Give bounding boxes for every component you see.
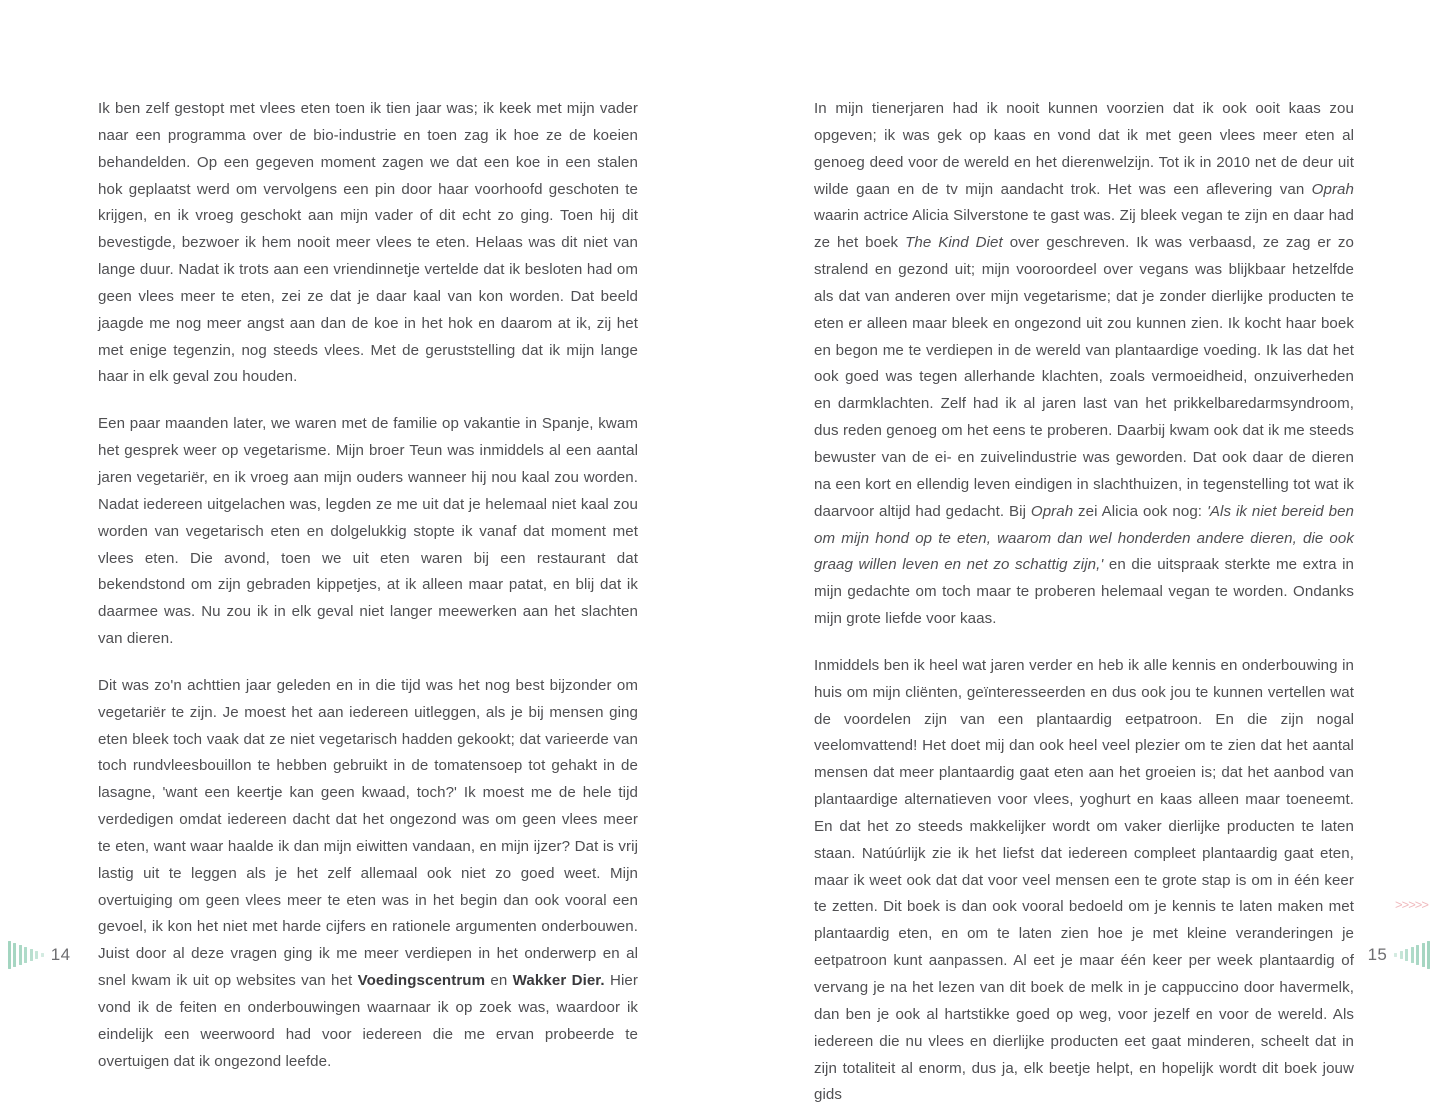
emphasis-italic: The Kind Diet (905, 234, 1003, 252)
page-number: 14 (50, 944, 71, 964)
emphasis-italic: Oprah (1030, 502, 1074, 520)
text-run: en (485, 972, 513, 990)
emphasis-bold: Wakker Dier. (512, 972, 605, 990)
footer-right (1368, 938, 1430, 972)
footer-left (8, 938, 70, 972)
text-run: waarin actrice Alicia Silverstone te gast was. Zij bleek vegan te zijn en daar had ze het boek (814, 207, 1354, 252)
emphasis-bold: Voedingscentrum (357, 972, 486, 990)
text-run: Een paar maanden later, we waren met de familie op vakantie in Spanje, kwam het gesprek weer op vegetarisme. Mijn broer Teun was inmiddels al een aantal jaren vegetariër, en ik vroeg aan mijn ouders wanneer hij nou kaal zou worden. Nadat iedereen uitgelachen was, legden ze me uit dat je helemaal niet kaal zou worden van vegetarisch eten en dolgelukkig stopte ik vanaf dat moment met vlees eten. Die avond, toen we uit eten waren bij een restaurant dat bekendstond om zijn gebraden kippetjes, at ik alleen maar patat, en blij dat ik daarmee was. Nu zou ik in elk geval niet langer meewerken aan het slachten van dieren. (98, 415, 638, 648)
right-column-text (814, 96, 1354, 1109)
wing-ornament-icon (8, 940, 44, 970)
page-right (720, 0, 1440, 1104)
chevron-ornament-icon: >>>>> (1395, 897, 1428, 912)
text-run: Inmiddels ben ik heel wat jaren verder en heb ik alle kennis en onderbouwing in huis om mijn cliënten, geïnteresseerden en dus ook jou te kunnen vertellen wat de voordelen zijn van een plantaardig eetpatroon. En die zijn nogal veelomvattend! Het doet mij dan ook heel veel plezier om te zien dat het aantal mensen dat meer plantaardig gaat eten aan het groeien is; dat het aanbod van plantaardige alternatieven voor vlees, yoghurt en kaas alleen maar toeneemt. En dat het zo steeds makkelijker wordt om vaker dierlijke producten te laten staan. Natúúrlijk zie ik het liefst dat iedereen compleet plantaardig gaat eten, maar ik weet ook dat dat voor veel mensen een te grote stap is om in één keer te zetten. Dit boek is dan ook vooral bedoeld om je kennis te laten maken met plantaardig eten, en om te laten zien hoe je met kleine veranderingen je eetpatroon kunt aanpassen. Al eet je maar één keer per week plantaardig of vervang je na het lezen van dit boek de melk in je cappuccino door havermelk, dan ben je ook al hartstikke goed op weg, voor jezelf en voor de wereld. Als iedereen die nu vlees en dierlijke producten eet gaat minderen, scheelt dat in zijn totaliteit al enorm, dus ja, elk beetje helpt, en hopelijk wordt dit boek jouw gids (814, 656, 1354, 1104)
text-run: zei Alicia ook nog: (1073, 502, 1207, 520)
text-run: Hier vond ik de feiten en onderbouwingen waarnaar ik op zoek was, waardoor ik eindelijk een weerwoord had voor iedereen die me ervan probeerde te overtuigen dat ik ongezond leefde. (98, 972, 638, 1070)
emphasis-italic: Oprah (1311, 180, 1354, 198)
paragraph (814, 653, 1354, 1109)
paragraph (814, 96, 1354, 633)
page-number: 15 (1367, 944, 1388, 964)
left-column-text (98, 96, 638, 1076)
text-run: en die uitspraak sterkte me extra in mijn gedachte om toch maar te proberen helemaal vegan te worden. Ondanks mijn grote liefde voor kaas. (814, 556, 1354, 628)
text-run: Ik ben zelf gestopt met vlees eten toen ik tien jaar was; ik keek met mijn vader naar een programma over de bio-industrie en toen zag ik hoe ze de koeien behandelden. Op een gegeven moment zagen we dat een koe in een stalen hok geplaatst werd om vervolgens een pin door haar voorhoofd geschoten te krijgen, en ik vroeg geschokt aan mijn vader of dit echt zo ging. Toen hij dit bevestigde, bezwoer ik hem nooit meer vlees te eten. Helaas was dit niet van lange duur. Nadat ik trots aan een vriendinnetje vertelde dat ik besloten had om geen vlees meer te eten, zei ze dat je daar kaal van kon worden. Dat beeld jaagde me nog meer angst aan dan de koe in het hok en daarom at ik, zij het met enige tegenzin, nog steeds vlees. Met de geruststelling dat ik mijn lange haar in elk geval zou houden. (98, 100, 638, 386)
text-run: Dit was zo'n achttien jaar geleden en in die tijd was het nog best bijzonder om vegetariër te zijn. Je moest het aan iedereen uitleggen, als je bij mensen ging eten bleek toch vaak dat ze niet vegetarisch hadden gekookt; dat varieerde van toch rundvleesbouillon te hebben gebruikt in de tomatensoep tot gehakt in de lasagne, 'want een keertje kan geen kwaad, toch?' Ik moest me de hele tijd verdedigen omdat iedereen dacht dat het ongezond was om geen vlees meer te eten, want waar haalde ik dan mijn eiwitten vandaan, en mijn ijzer? Dat is vrij lastig uit te leggen als je het zelf allemaal ook niet zo goed weet. Mijn overtuiging om geen vlees meer te eten was in het begin dan ook vooral een gevoel, ik kon het niet met harde cijfers en rationele argumenten onderbouwen. Juist door al deze vragen ging ik me meer verdiepen in het onderwerp en al snel kwam ik uit op websites van het (98, 676, 638, 990)
text-run: over geschreven. Ik was verbaasd, ze zag er zo stralend en gezond uit; mijn vooroordeel over vegans was blijkbaar hetzelfde als dat van anderen over mijn vegetarisme; dat je zonder dierlijke producten te eten er alleen maar bleek en ongezond uit zou kunnen zien. Ik kocht haar boek en begon me te verdiepen in de wereld van plantaardige voeding. Ik las dat het ook goed was tegen allerhande klachten, zoals vermoeidheid, onzuiverheden en darmklachten. Zelf had ik al jaren last van het prikkelbaredarmsyndroom, dus reden genoeg om het eens te proberen. Daarbij kwam ook dat ik me steeds bewuster van de ei- en zuivelindustrie was geworden. Dat ook daar de dieren na een kort en ellendig leven eindigen in slachthuizen, in tegenstelling tot wat ik daarvoor altijd had gedacht. Bij (814, 234, 1354, 520)
page-left (0, 0, 720, 1070)
paragraph (98, 96, 638, 391)
emphasis-italic: 'Als ik niet bereid ben om mijn hond op te eten, waarom dan wel honderden andere dieren, die ook graag willen leven en net zo schattig zijn,' (814, 502, 1355, 574)
wing-ornament-icon (1394, 940, 1430, 970)
text-run: In mijn tienerjaren had ik nooit kunnen voorzien dat ik ook ooit kaas zou opgeven; ik was gek op kaas en vond dat ik met geen vlees meer eten al genoeg deed voor de wereld en het dierenwelzijn. Tot ik in 2010 net de deur uit wilde gaan en de tv mijn aandacht trok. Het was een aflevering van (814, 100, 1354, 198)
paragraph (98, 673, 638, 1076)
paragraph (98, 411, 638, 653)
